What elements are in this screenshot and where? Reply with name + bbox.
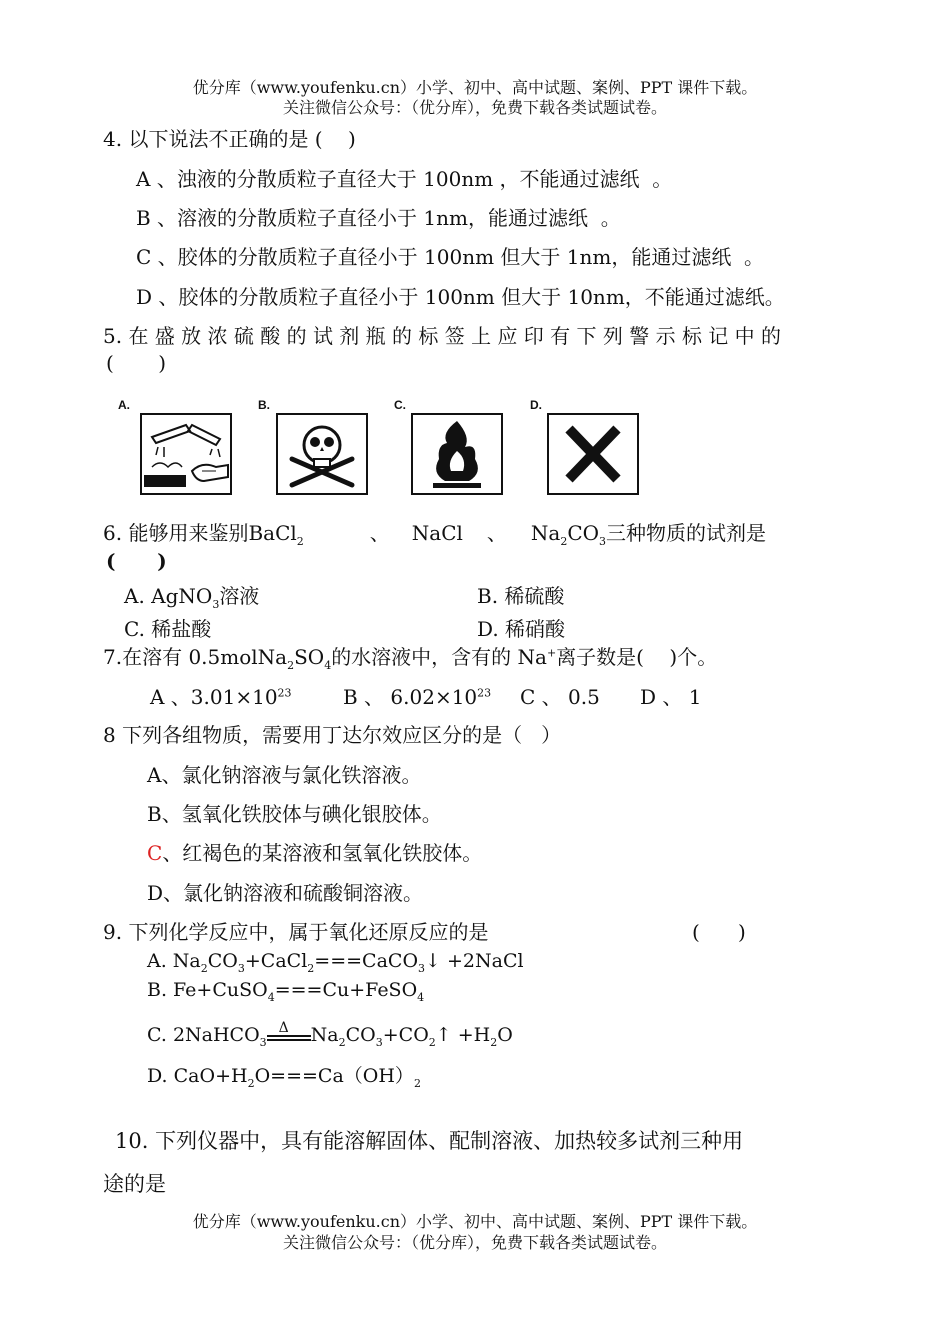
q9-option-a: A. $Na_2CO_3+CaCl_2===CaCO_3↓$ +2NaCl	[147, 950, 524, 975]
corrosive-symbol	[140, 413, 232, 495]
q10-line-2: 途的是	[103, 1172, 166, 1196]
heat-arrow: Δ	[267, 1027, 311, 1045]
q6-paren: ( )	[106, 549, 167, 573]
q6-option-c: C. 稀盐酸	[124, 617, 212, 641]
q9-paren: ( )	[692, 920, 746, 944]
q6-option-d: D. 稀硝酸	[477, 617, 566, 641]
header-line-1: 优分库（www.youfenku.cn）小学、初中、高中试题、案例、PPT 课件下载。	[192, 78, 758, 97]
q7-stem: 7.在溶有 $0.5molNa_2SO_4$的水溶液中，含有的 Na+离子数是( )个。	[103, 645, 718, 672]
q5-label-c: C.	[394, 398, 406, 412]
flammable-symbol	[411, 413, 503, 495]
q4-option-d: D 、胶体的分散质粒子直径小于 100nm 但大于 10nm，不能通过滤纸。	[136, 285, 785, 309]
q4-stem: 4. 以下说法不正确的是 ( )	[103, 127, 356, 151]
q6-option-a: A. AgNO$_3$溶液	[124, 584, 260, 611]
q10-line-1: 10. 下列仪器中，具有能溶解固体、配制溶液、加热较多试剂三种用	[115, 1129, 744, 1153]
q8-option-c: C、红褐色的某溶液和氢氧化铁胶体。	[147, 841, 483, 865]
q7-option-d: D 、 1	[640, 685, 702, 709]
header-line-2: 关注微信公众号：（优分库），免费下载各类试题试卷。	[282, 98, 667, 117]
q8-option-a: A、氯化钠溶液与氯化铁溶液。	[147, 763, 422, 787]
q8-stem: 8 下列各组物质，需要用丁达尔效应区分的是（ ）	[103, 723, 562, 747]
footer-line-1: 优分库（www.youfenku.cn）小学、初中、高中试题、案例、PPT 课件下载。	[192, 1212, 758, 1231]
q5-label-a: A.	[118, 398, 130, 412]
q5-label-b: B.	[258, 398, 270, 412]
flame-icon	[413, 415, 501, 493]
q5-paren: ( )	[106, 351, 167, 375]
corrosive-icon	[142, 415, 230, 493]
q6-stem: 6. 能够用来鉴别BaCl$_2$ 、 NaCl 、 $Na_2CO_3$三种物质的试剂是	[103, 521, 767, 548]
q9-option-c: C. 2NaHCO$_3$ Δ $Na_2CO_3+CO_2↑ +H_2O$	[147, 1020, 513, 1049]
q8-option-b: B、氢氧化铁胶体与碘化银胶体。	[147, 802, 442, 826]
q4-option-b: B 、溶液的分散质粒子直径小于 1nm，能通过滤纸 。	[136, 206, 621, 230]
skull-crossbones-icon	[278, 415, 366, 493]
q4-option-c: C 、胶体的分散质粒子直径小于 100nm 但大于 1nm，能通过滤纸 。	[136, 245, 765, 269]
q9-option-d: D. $CaO+H_2O===Ca(OH)_2$	[147, 1065, 421, 1090]
footer-line-2: 关注微信公众号：（优分库），免费下载各类试题试卷。	[282, 1233, 667, 1252]
harmful-symbol	[547, 413, 639, 495]
q4-option-a: A 、浊液的分散质粒子直径大于 100nm ，不能通过滤纸 。	[136, 167, 673, 191]
toxic-symbol	[276, 413, 368, 495]
q9-stem: 9. 下列化学反应中，属于氧化还原反应的是	[103, 920, 489, 944]
q8-option-d: D、氯化钠溶液和硫酸铜溶液。	[147, 881, 424, 905]
q5-label-d: D.	[530, 398, 542, 412]
q7-option-a: A 、$3.01\times 10^{23}$	[150, 685, 292, 709]
q7-option-b: B 、 $6.02\times 10^{23}$	[343, 685, 492, 709]
cross-x-icon	[549, 415, 637, 493]
q6-option-b: B. 稀硫酸	[477, 584, 565, 608]
q5-stem: 5. 在 盛 放 浓 硫 酸 的 试 剂 瓶 的 标 签 上 应 印 有 下 列 警 示 标 记 中 的	[103, 324, 782, 348]
q7-option-c: C 、 0.5	[520, 685, 600, 709]
q9-option-b: B. Fe+CuSO$_4$===Cu+FeSO$_4$	[147, 979, 425, 1004]
